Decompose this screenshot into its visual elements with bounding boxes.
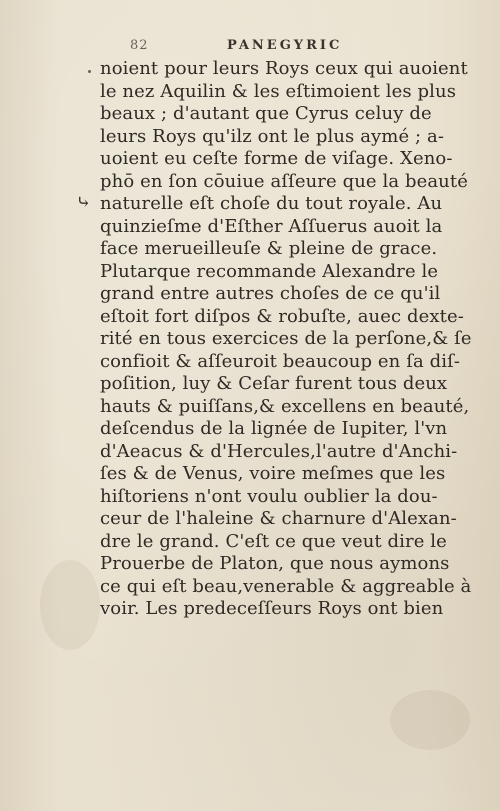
margin-dot	[88, 70, 91, 73]
text-line: face merueilleuſe & pleine de grace.	[100, 238, 438, 259]
text-line: uoient eu ceſte forme de viſage. Xeno-	[100, 148, 453, 169]
text-line: ceur de l'haleine & charnure d'Alexan-	[100, 508, 457, 529]
page-number: 82	[130, 38, 149, 53]
text-line: leurs Roys qu'ilz ont le plus aymé ; a-	[100, 125, 445, 147]
text-line: naturelle eſt choſe du tout royale. Au	[100, 193, 443, 214]
text-line: rité en tous exercices de la perſone,& ſe	[100, 328, 472, 349]
body-text	[100, 58, 470, 621]
paper-stain	[40, 560, 100, 650]
text-line: poſition, luy & Ceſar furent tous deux	[100, 373, 448, 394]
text-line: voir. Les predeceſſeurs Roys ont bien	[100, 598, 444, 619]
text-line: Plutarque recommande Alexandre le	[100, 260, 439, 282]
text-line: quinzieſme d'Eſther Aſſuerus auoit la	[100, 215, 443, 237]
text-line: deſcendus de la lignée de Iupiter, l'vn	[100, 418, 448, 439]
text-line: hiſtoriens n'ont voulu oublier la dou-	[100, 485, 438, 507]
text-line: noient pour leurs Roys ceux qui auoient	[100, 58, 468, 79]
text-line: Prouerbe de Platon, que nous aymons	[100, 553, 450, 574]
text-line: dre le grand. C'eſt ce que veut dire le	[100, 530, 447, 552]
text-line: hauts & puiſſans,& excellens en beauté,	[100, 395, 470, 417]
running-head: PANEGYRIC	[227, 38, 343, 53]
text-line: phō en ſon cōuiue aſſeure que la beauté	[100, 170, 468, 192]
text-line: beaux ; d'autant que Cyrus celuy de	[100, 103, 432, 124]
text-line: confioit & aſſeuroit beaucoup en ſa diſ-	[100, 350, 461, 372]
paper-stain	[390, 690, 470, 750]
text-line: d'Aeacus & d'Hercules,l'autre d'Anchi-	[100, 440, 458, 462]
text-line: grand entre autres choſes de ce qu'il	[100, 283, 441, 304]
margin-mark: ⤷	[76, 192, 92, 213]
text-line: ſes & de Venus, voire meſmes que les	[100, 463, 446, 484]
page-header	[0, 38, 500, 60]
text-line: eſtoit fort diſpos & robuſte, auec dexte-	[100, 305, 464, 327]
text-line: le nez Aquilin & les eſtimoient les plus	[100, 80, 457, 102]
text-line: ce qui eſt beau,venerable & aggreable à	[100, 575, 472, 597]
